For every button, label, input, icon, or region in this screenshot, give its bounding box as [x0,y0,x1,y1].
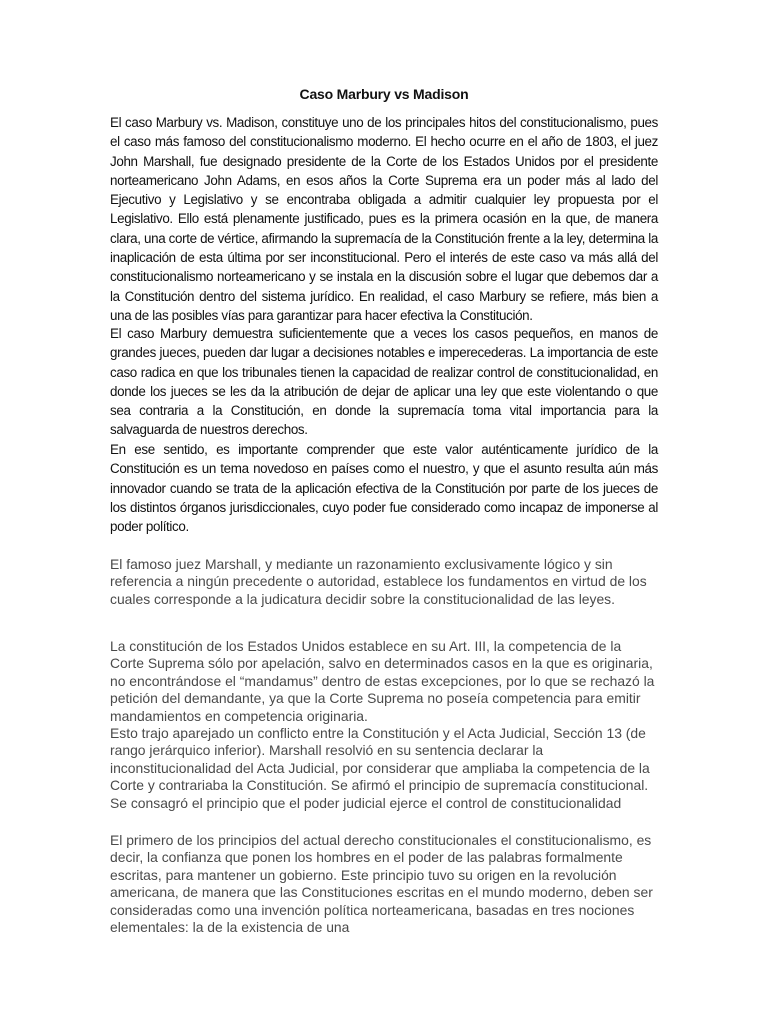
paragraph-importance: El caso Marbury demuestra suficientemente que a veces los casos pequeños, en manos de grandes jueces, pueden dar lugar a decisiones notables e imperecederas. La importancia de este caso radica en que los tribunales tienen la capacidad de realizar control de constitucionalidad, en donde los jueces se les da la atribución de dejar de aplicar una ley que este violentando o que sea contraria a la Constitución, en donde la supremacía toma vital importancia para la salvaguarda de nuestros derechos. [110,326,658,438]
paragraph-sentido: En ese sentido, es importante comprender que este valor auténticamente jurídico de la Constitución es un tema novedoso en países como el nuestro, y que el asunto resulta aún más innovador cuando se trata de la aplicación efectiva de la Constitución por parte de los jueces de los distintos órganos jurisdiccionales, cuyo poder fue considerado como incapaz de imponerse al poder político. [110,442,658,535]
paragraph-constitucion-eeuu: La constitución de los Estados Unidos establece en su Art. III, la competencia de la Corte Suprema sólo por apelación, salvo en determinados casos en la que es originaria, no encontrándose el “mandamus” dentro de estas excepciones, por lo que se rechazó la petición del demandante, ya que la Corte Suprema no poseía competencia para emitir mandamientos en competencia originaria. Esto trajo aparejado un conflicto entre la Constitución y el Acta Judicial, Sección 13 (de rango jerárquico inferior). Marshall resolvió en su sentencia declarar la inconstitucionalidad del Acta Judicial, por considerar que ampliaba la competencia de la Corte y contrariaba la Constitución. Se afirmó el principio de supremacía constitucional. Se consagró el principio que el poder judicial ejerce el control de constitucionalidad [110,638,655,811]
paragraph-marshall: El famoso juez Marshall, y mediante un razonamiento exclusivamente lógico y sin referencia a ningún precedente o autoridad, establece los fundamentos en virtud de los cuales corresponde a la judicatura decidir sobre la constitucionalidad de las leyes. [110,556,647,607]
paragraph-intro: El caso Marbury vs. Madison, constituye uno de los principales hitos del constitucionalismo, pues el caso más famoso del constitucionalismo moderno. El hecho ocurre en el año de 1803, el juez John Marshall, fue designado presidente de la Corte de los Estados Unidos por el presidente norteamericano John Adams, en esos años la Corte Suprema era un poder más al lado del Ejecutivo y Legislativo y se encontraba obligada a admitir cualquier ley propuesta por el Legislativo. Ello está plenamente justificado, pues es la primera ocasión en la que, de manera clara, una corte de vértice, afirmando la supremacía de la Constitución frente a la ley, determina la inaplicación de esta última por ser inconstitucional. Pero el interés de este caso va más allá del constitucionalismo norteamericano y se instala en la discusión sobre el lugar que debemos dar a la Constitución dentro del sistema jurídico. En realidad, el caso Marbury se refiere, más bien a una de las posibles vías para garantizar para hacer efectiva la Constitución. [110,115,658,323]
paragraph-principios: El primero de los principios del actual derecho constitucionales el constitucionalismo, es decir, la confianza que ponen los hombres en el poder de las palabras formalmente escritas, para mantener un gobierno. Este principio tuvo su origen en la revolución americana, de manera que las Constituciones escritas en el mundo moderno, deben ser consideradas como una invención política norteamericana, basadas en tres nociones elementales: la de la existencia de una [110,832,653,936]
document-title: Caso Marbury vs Madison [299,86,469,102]
